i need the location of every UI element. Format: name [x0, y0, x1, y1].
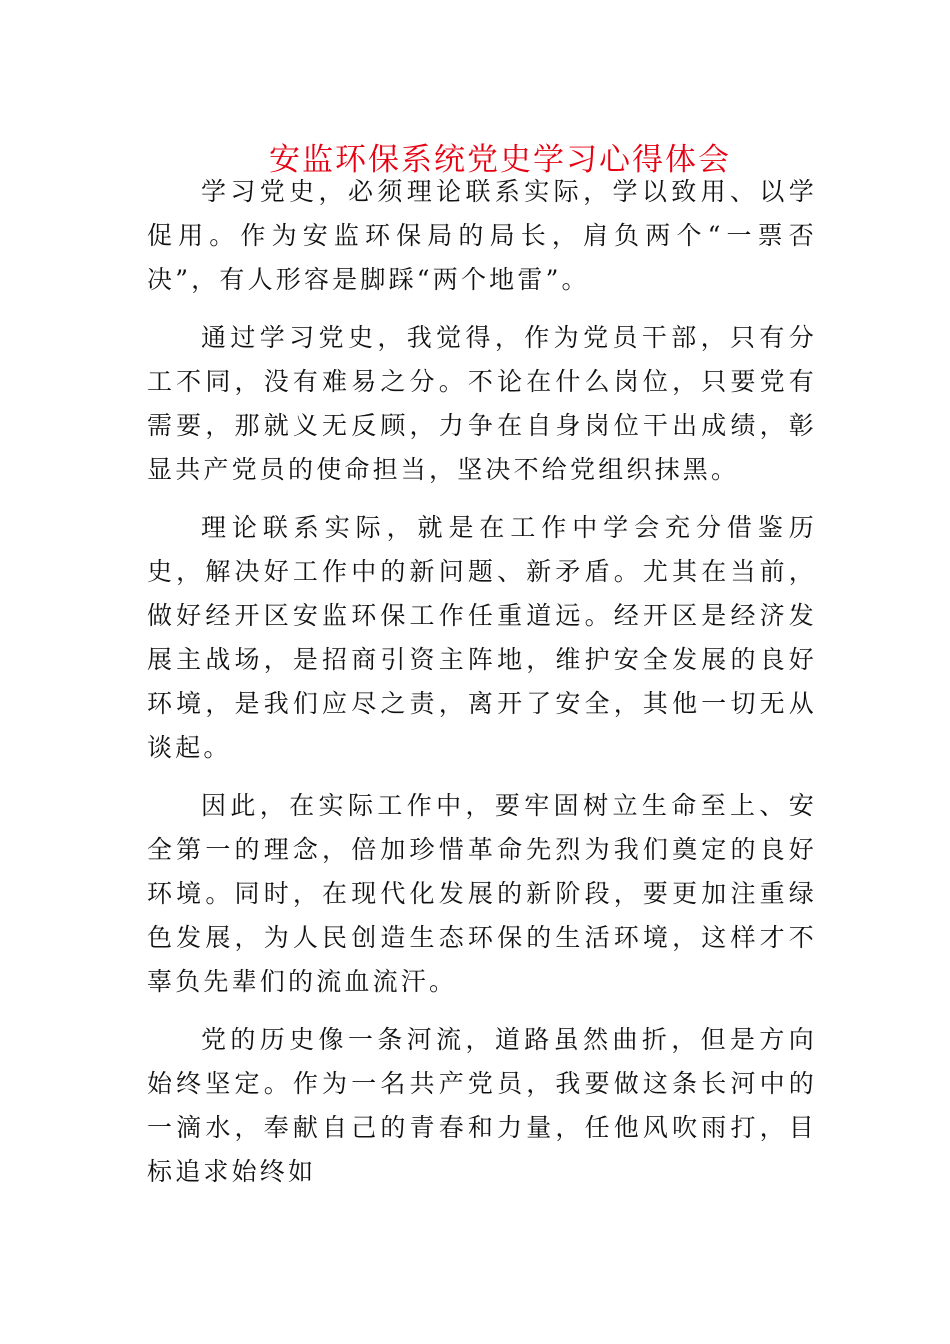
paragraph-5: 党的历史像一条河流，道路虽然曲折，但是方向始终坚定。作为一名共产党员，我要做这条长河中的一滴水，奉献自己的青春和力量，任他风吹雨打，目标追求始终如 [147, 1025, 817, 1186]
paragraph-2: 通过学习党史，我觉得，作为党员干部，只有分工不同，没有难易之分。不论在什么岗位，只要党有需要，那就义无反顾，力争在自身岗位干出成绩，彰显共产党员的使命担当，坚决不给党组织抹黑。 [147, 323, 817, 484]
paragraph-3: 理论联系实际，就是在工作中学会充分借鉴历史，解决好工作中的新问题、新矛盾。尤其在当前，做好经开区安监环保工作任重道远。经开区是经济发展主战场，是招商引资主阵地，维护安全发展的良好环境，是我们应尽之责，离开了安全，其他一切无从谈起。 [147, 513, 817, 762]
document-title: 安监环保系统党史学习心得体会 [269, 142, 731, 178]
document-body [147, 170, 817, 1208]
paragraph-1: 学习党史，必须理论联系实际，学以致用、以学促用。作为安监环保局的局长，肩负两个“一票否决”，有人形容是脚踩“两个地雷”。 [147, 177, 817, 294]
paragraph-4: 因此，在实际工作中，要牢固树立生命至上、安全第一的理念，倍加珍惜革命先烈为我们奠定的良好环境。同时，在现代化发展的新阶段，要更加注重绿色发展，为人民创造生态环保的生活环境，这样才不辜负先辈们的流血流汗。 [147, 791, 817, 996]
